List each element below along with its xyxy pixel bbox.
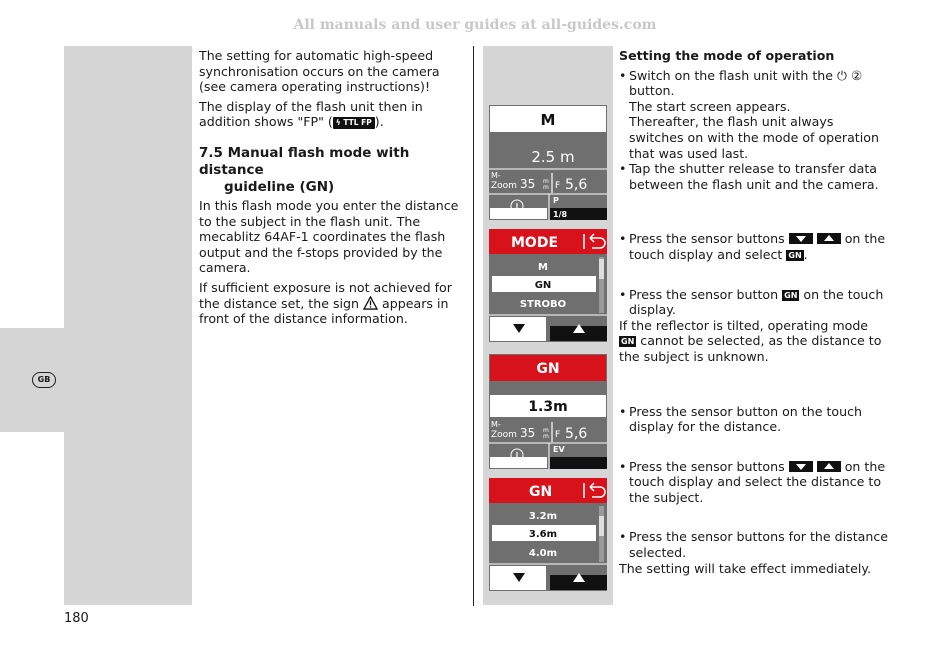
power-ratio: 1/8 [553, 210, 568, 219]
gn-f-label: F [555, 430, 561, 440]
step-select-distance: • Press the sensor buttons on the touch display and select the distance to the subject. [619, 459, 889, 506]
distance-option-1[interactable]: 3.2m [528, 511, 558, 522]
zoom-unit-2: m [543, 184, 549, 191]
mode-tag: P [553, 196, 559, 205]
page-number: 180 [64, 611, 89, 626]
gn-zoom-label: Zoom [491, 430, 517, 440]
section-heading: 7.5 Manual flash mode with distance guideline (GN) [199, 144, 410, 195]
step-switch-on: • Switch on the flash unit with the ⏻ ② button. The start screen appears. Thereafter, the flash unit always switches on with the mode of operation that was used last. [619, 68, 889, 162]
gn-f-value: 5,6 [565, 426, 588, 442]
description-paragraph: In this flash mode you enter the distance to the subject in the flash unit. The mecablitz 64AF-1 coordinates the flash output and the f-stops provided by the camera. [199, 197, 459, 276]
gn-zoom-unit: m [543, 427, 549, 434]
intro-paragraph: The setting for automatic high-speed synchronisation occurs on the camera (see camera operating instructions)! [199, 48, 440, 95]
right-heading: Setting the mode of operation [619, 48, 835, 63]
gn-zoom-value: 35 [520, 426, 536, 440]
down-arrow-button-icon [789, 233, 813, 244]
zoom-value: 35 [520, 177, 536, 191]
gn-badge-2: GN [784, 290, 798, 300]
step-distance: • Press the sensor button on the touch display for the distance. [619, 404, 889, 435]
step-shutter: • Tap the shutter release to transfer data between the flash unit and the camera. [619, 161, 889, 192]
step-confirm: • Press the sensor buttons for the distance selected. [619, 529, 889, 560]
gn-badge-3: GN [621, 337, 635, 347]
zoom-label: Zoom [491, 181, 517, 191]
column-divider [473, 46, 474, 606]
zoom-unit: m [543, 178, 549, 185]
gn-zoom-label-top: M- [491, 420, 501, 429]
final-note: The setting will take effect immediately. [619, 560, 872, 576]
step-select-gn: • Press the sensor buttons on the touch display and select GN . [619, 231, 889, 262]
down-arrow-button-icon-2 [789, 461, 813, 472]
display-screen-gn [489, 354, 607, 469]
distance-option-2[interactable]: 3.6m [528, 529, 558, 540]
menu-item-m[interactable]: M [538, 262, 548, 273]
f-value: 5,6 [565, 177, 588, 193]
display-screen-gn-distance [489, 478, 607, 591]
language-badge: GB [32, 372, 56, 388]
up-arrow-button-icon [817, 233, 841, 244]
warning-triangle-icon [363, 296, 378, 310]
up-arrow-button-icon-2 [817, 461, 841, 472]
menu-item-strobo[interactable]: STROBO [519, 299, 567, 310]
gn-mode-label: GN [536, 361, 560, 377]
reflector-note: If the reflector is tilted, operating mode GN cannot be selected, as the distance to the subject is unknown. [619, 317, 882, 364]
menu-title: MODE [511, 235, 559, 251]
gn-ev-tag: EV [553, 445, 565, 454]
gn-menu-title: GN [529, 484, 553, 500]
warning-paragraph: If sufficient exposure is not achieved for the distance set, the sign appears in front of the distance information. [199, 279, 452, 327]
menu-item-gn[interactable]: GN [534, 280, 552, 291]
gn-distance-readout: 1.3m [528, 399, 568, 415]
fp-paragraph: The display of the flash unit then in addition shows "FP" ( ϟ TTL FP ). [199, 98, 423, 130]
ttl-fp-badge: ϟ TTL FP [333, 117, 375, 129]
gn-badge: GN [788, 250, 802, 260]
mode-label: M [540, 111, 556, 129]
left-text-column [199, 48, 465, 331]
right-text-column [619, 48, 889, 576]
f-label: F [555, 181, 561, 191]
display-screen-manual [489, 105, 607, 220]
power-icon: ⏻ [837, 67, 847, 83]
left-margin-band [64, 46, 192, 605]
step-press-gn: • Press the sensor button GN on the touch display. [619, 287, 889, 318]
zoom-label-top: M- [491, 171, 501, 180]
watermark: All manuals and user guides at all-guides.com [293, 17, 657, 33]
gn-zoom-unit-2: m [543, 433, 549, 440]
distance-option-3[interactable]: 4.0m [528, 548, 558, 559]
distance-readout: 2.5 m [531, 148, 575, 166]
flash-bolt-icon: ϟ [335, 118, 344, 128]
display-screen-mode-menu [489, 229, 607, 342]
